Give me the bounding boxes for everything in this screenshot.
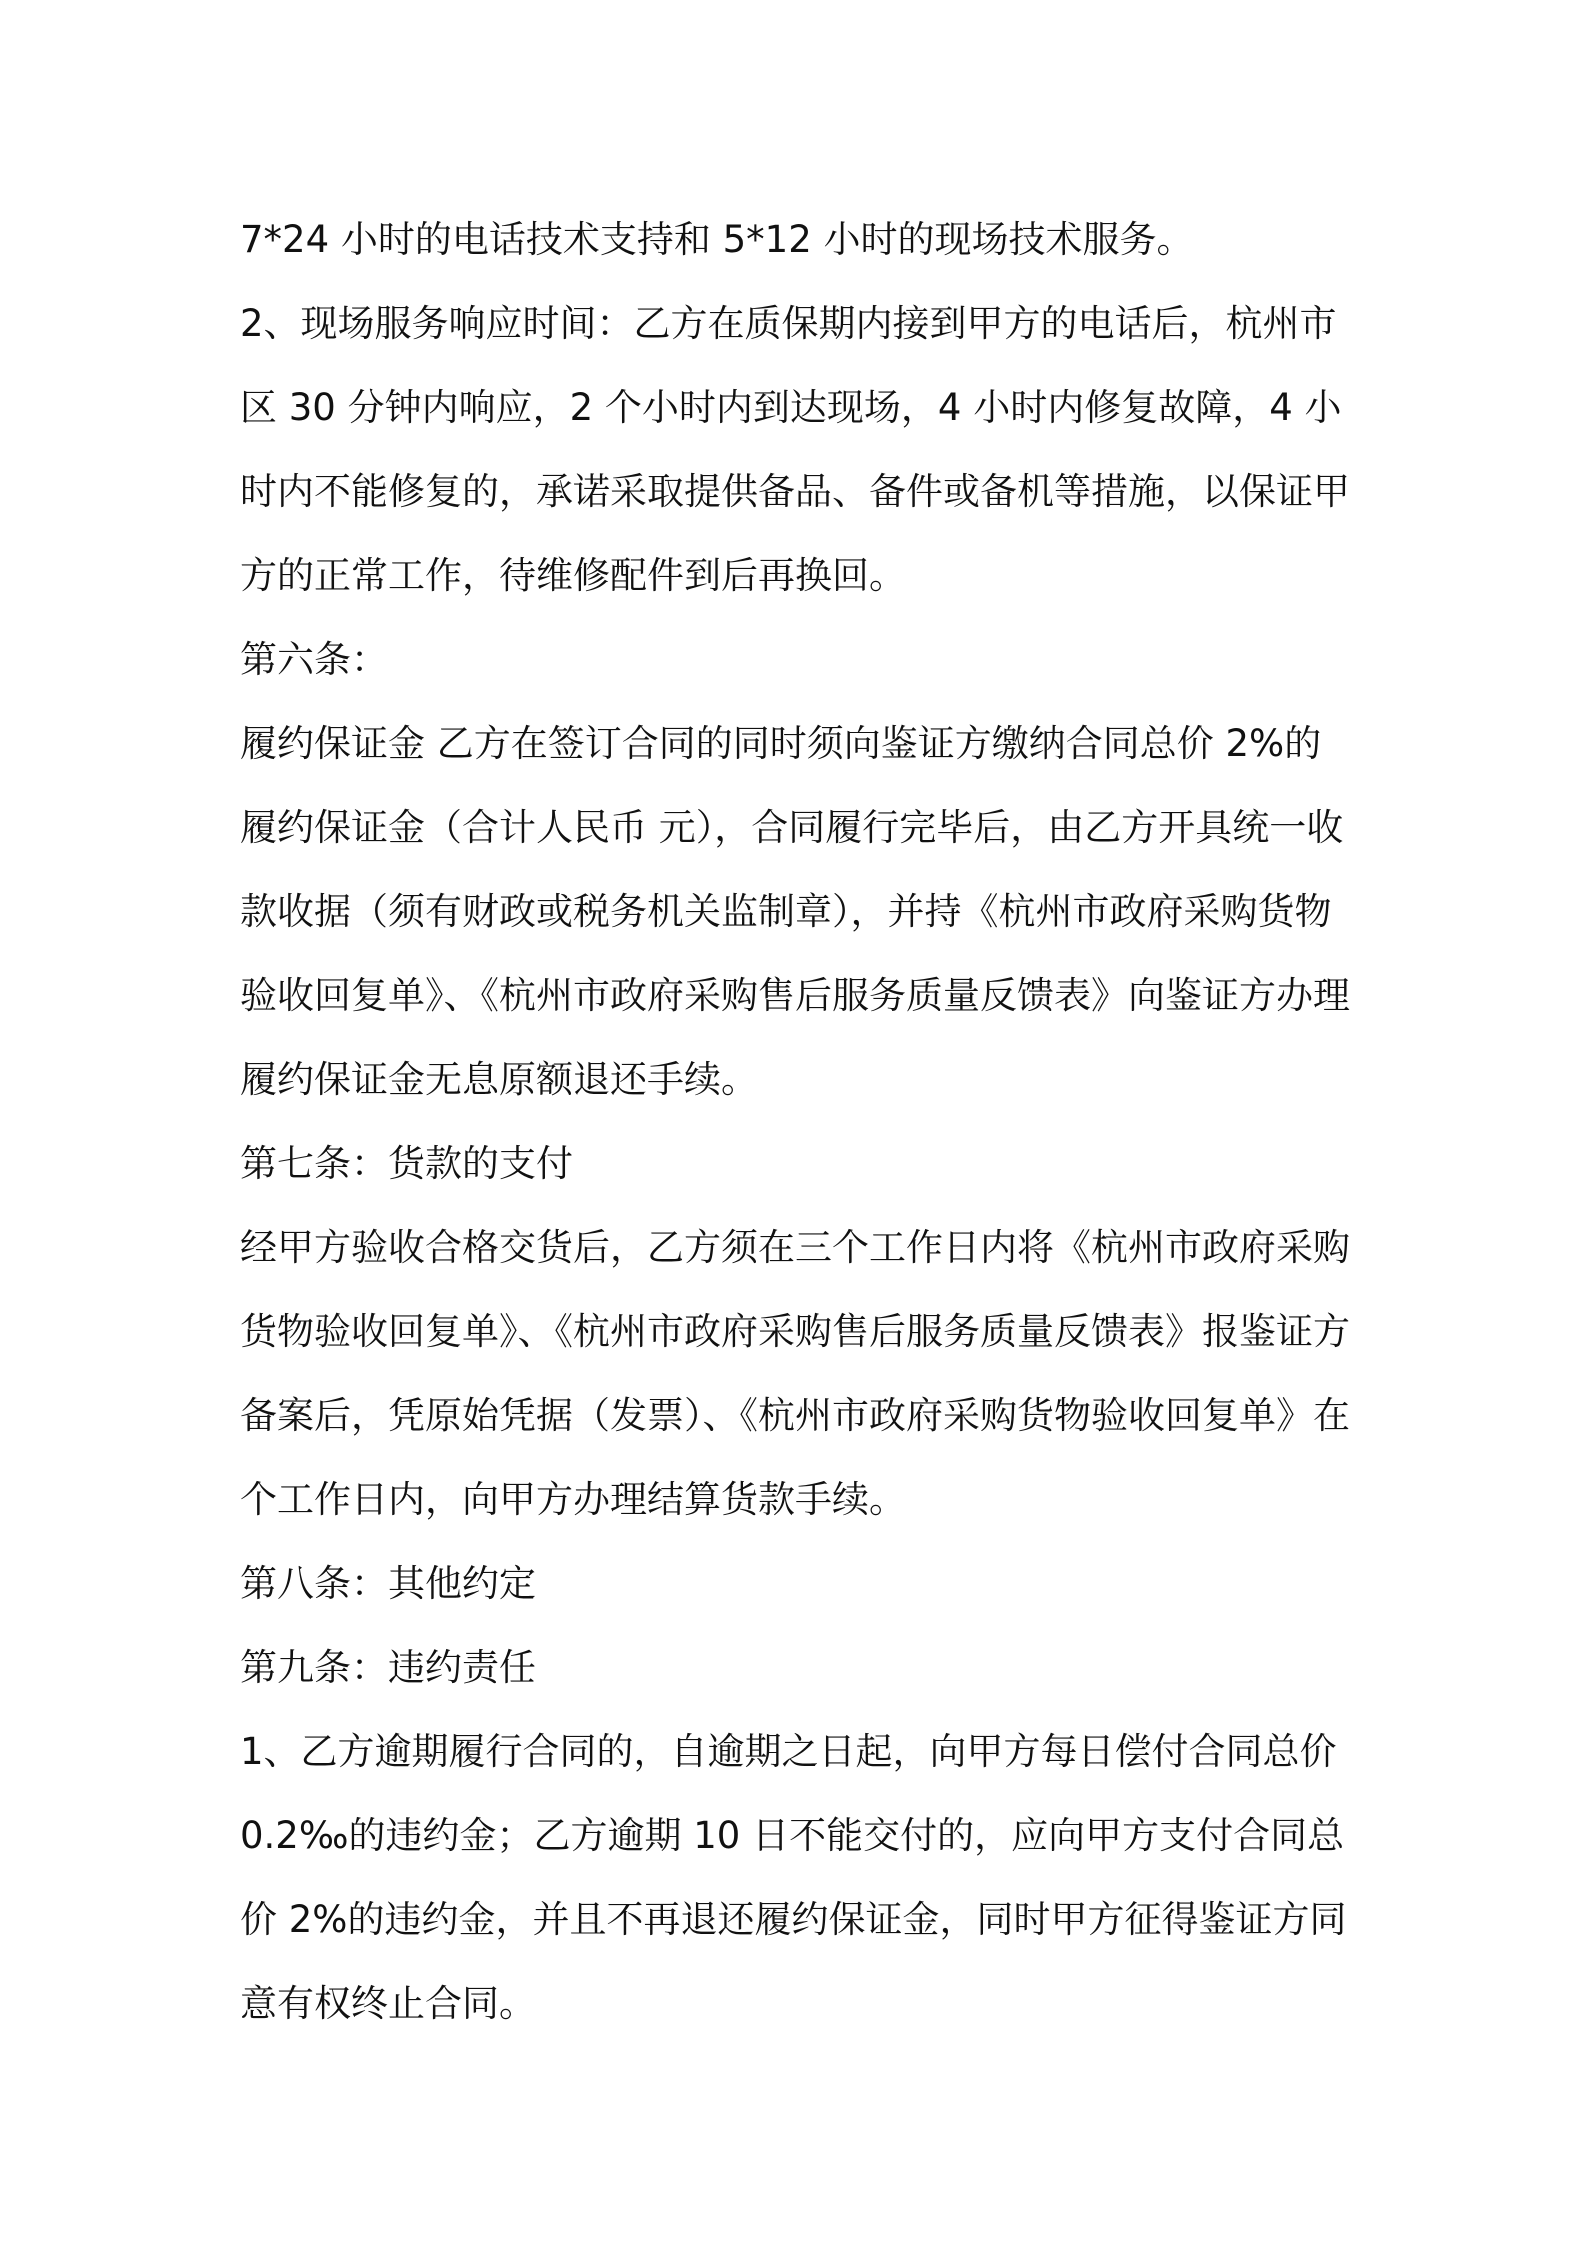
paragraph-breach-liability: 1、乙方逾期履行合同的，自逾期之日起，向甲方每日偿付合同总价 0.2‰的违约金；乙方逾期 10 日不能交付的，应向甲方支付合同总价 2%的违约金，并且不再退还履约保证金，同时甲方征得鉴证方同意有权终止合同。 [240, 1730, 1347, 2025]
paragraph-service-support: 7*24 小时的电话技术支持和 5*12 小时的现场技术服务。 [240, 218, 1194, 261]
document-body [240, 198, 1358, 2046]
heading-article-6: 第六条： [240, 638, 388, 681]
heading-article-7: 第七条：货款的支付 [240, 1142, 573, 1185]
paragraph-response-time: 2、现场服务响应时间：乙方在质保期内接到甲方的电话后，杭州市区 30 分钟内响应，2 个小时内到达现场，4 小时内修复故障，4 小时内不能修复的，承诺采取提供备品、备件或备机等措施，以保证甲方的正常工作，待维修配件到后再换回。 [240, 302, 1350, 597]
heading-article-8: 第八条：其他约定 [240, 1562, 536, 1605]
paragraph-performance-bond: 履约保证金 乙方在签订合同的同时须向鉴证方缴纳合同总价 2%的履约保证金（合计人民币 元），合同履行完毕后，由乙方开具统一收款收据（须有财政或税务机关监制章），并持《杭州市政府采购货物验收回复单》、《杭州市政府采购售后服务质量反馈表》向鉴证方办理履约保证金无息原额退还手续。 [240, 722, 1350, 1101]
paragraph-payment: 经甲方验收合格交货后，乙方须在三个工作日内将《杭州市政府采购货物验收回复单》、《杭州市政府采购售后服务质量反馈表》报鉴证方备案后，凭原始凭据（发票）、《杭州市政府采购货物验收回复单》在个工作日内，向甲方办理结算货款手续。 [240, 1226, 1350, 1521]
heading-article-9: 第九条：违约责任 [240, 1646, 536, 1689]
